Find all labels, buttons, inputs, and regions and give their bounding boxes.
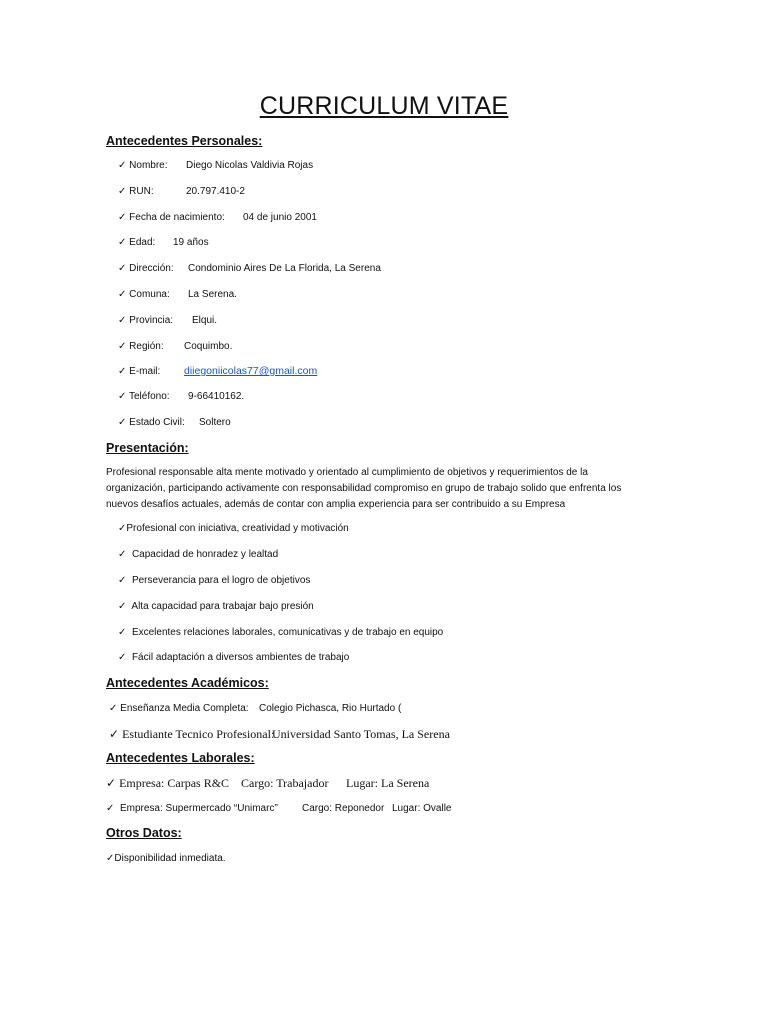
list-item <box>109 703 402 714</box>
check-icon: ✓ <box>118 186 127 197</box>
field-label: E-mail: <box>129 366 161 377</box>
check-icon: ✓ <box>109 703 118 714</box>
paragraph-line: Profesional responsable alta mente motivado y orientado al cumplimiento de objetivos y requerimientos de la <box>106 467 588 478</box>
check-icon: ✓ <box>118 549 127 560</box>
bullet-text: Capacidad de honradez y lealtad <box>131 549 279 560</box>
section-heading-presentacion: Presentación: <box>106 441 189 455</box>
item-text: Disponibilidad inmediata. <box>114 853 226 864</box>
check-icon: ✓ <box>118 652 127 663</box>
check-icon: ✓ <box>106 803 115 814</box>
check-icon: ✓ <box>118 627 127 638</box>
bullet-text: Profesional con iniciativa, creatividad y motivación <box>126 523 349 534</box>
field-label: Fecha de nacimiento: <box>129 212 225 223</box>
page-title: CURRICULUM VITAE <box>259 92 509 120</box>
field-label: Provincia: <box>129 315 174 326</box>
field-value: 20.797.410-2 <box>186 186 245 197</box>
list-item <box>118 523 349 534</box>
paragraph-line: nuevos desafíos actuales, además de contar con amplia experiencia para ser contribuido a su Empresa <box>106 499 566 510</box>
field-label: Edad: <box>129 237 156 248</box>
field-value: 04 de junio 2001 <box>243 212 317 223</box>
field-provincia <box>118 315 218 326</box>
table-row <box>106 803 452 814</box>
check-icon: ✓ <box>118 263 127 274</box>
table-row <box>106 776 430 791</box>
field-label: Comuna: <box>129 289 170 300</box>
check-icon: ✓ <box>109 727 120 741</box>
field-label: Teléfono: <box>129 391 170 402</box>
field-email <box>118 365 318 377</box>
section-heading-academicos: Antecedentes Académicos: <box>106 676 269 690</box>
empresa: Empresa: Supermercado “Unimarc” <box>119 803 278 814</box>
lugar: Lugar: La Serena <box>346 776 430 790</box>
check-icon: ✓ <box>118 289 127 300</box>
check-icon: ✓ <box>118 523 127 534</box>
item-value: Colegio Pichasca, Rio Hurtado ( <box>259 703 402 714</box>
field-direccion <box>118 263 381 274</box>
section-heading-otros: Otros Datos: <box>106 826 182 840</box>
section-heading-laborales: Antecedentes Laborales: <box>106 751 255 765</box>
field-comuna <box>118 289 237 300</box>
field-run <box>118 186 245 197</box>
list-item <box>118 575 310 586</box>
check-icon: ✓ <box>118 417 127 428</box>
field-region <box>118 341 233 352</box>
item-label: Enseñanza Media Completa: <box>120 703 249 714</box>
cargo: Cargo: Trabajador <box>241 776 329 790</box>
field-edad <box>118 237 209 248</box>
field-fecha-nacimiento <box>118 212 317 223</box>
field-value: 19 años <box>173 237 209 248</box>
check-icon: ✓ <box>118 237 127 248</box>
cargo: Cargo: Reponedor <box>302 803 385 814</box>
check-icon: ✓ <box>118 601 127 612</box>
check-icon: ✓ <box>106 776 117 790</box>
check-icon: ✓ <box>106 853 115 864</box>
bullet-text: Excelentes relaciones laborales, comunicativas y de trabajo en equipo <box>131 627 444 638</box>
check-icon: ✓ <box>118 341 127 352</box>
bullet-text: Perseverancia para el logro de objetivos <box>131 575 311 586</box>
check-icon: ✓ <box>118 391 127 402</box>
field-label: Nombre: <box>129 160 168 171</box>
list-item <box>118 652 349 663</box>
section-heading-personal: Antecedentes Personales: <box>106 134 263 148</box>
field-value: La Serena. <box>188 289 237 300</box>
field-value: Diego Nicolas Valdivia Rojas <box>186 160 314 171</box>
field-estado-civil <box>118 417 231 428</box>
empresa: Empresa: Carpas R&C <box>119 776 230 790</box>
check-icon: ✓ <box>118 575 127 586</box>
list-item <box>106 853 226 864</box>
check-icon: ✓ <box>118 315 127 326</box>
check-icon: ✓ <box>118 212 127 223</box>
field-value: Condominio Aires De La Florida, La Serena <box>188 263 381 274</box>
field-label: RUN: <box>129 186 154 197</box>
field-value: 9-66410162. <box>188 391 245 402</box>
field-value: Soltero <box>199 417 231 428</box>
check-icon: ✓ <box>118 160 127 171</box>
paragraph-line: organización, participando activamente con responsabilidad compromiso en grupo de trabajo solido que enfrenta los <box>106 483 622 494</box>
field-label: Región: <box>129 341 164 352</box>
field-label: Dirección: <box>129 263 174 274</box>
item-value: Universidad Santo Tomas, La Serena <box>272 727 450 741</box>
presentation-paragraph <box>106 465 658 513</box>
lugar: Lugar: Ovalle <box>392 803 452 814</box>
bullet-text: Alta capacidad para trabajar bajo presión <box>131 601 314 612</box>
list-item <box>118 601 314 612</box>
list-item <box>109 727 450 742</box>
field-label: Estado Civil: <box>129 417 185 428</box>
list-item <box>118 627 443 638</box>
field-telefono <box>118 391 245 402</box>
field-nombre <box>118 160 314 171</box>
bullet-text: Fácil adaptación a diversos ambientes de trabajo <box>131 652 350 663</box>
check-icon: ✓ <box>118 366 127 377</box>
field-value: Elqui. <box>192 315 218 326</box>
field-value: Coquimbo. <box>184 341 233 352</box>
email-link[interactable]: diiegoniicolas77@gmail.com <box>184 365 318 377</box>
item-label: Estudiante Tecnico Profesional: <box>122 727 275 741</box>
list-item <box>118 549 278 560</box>
